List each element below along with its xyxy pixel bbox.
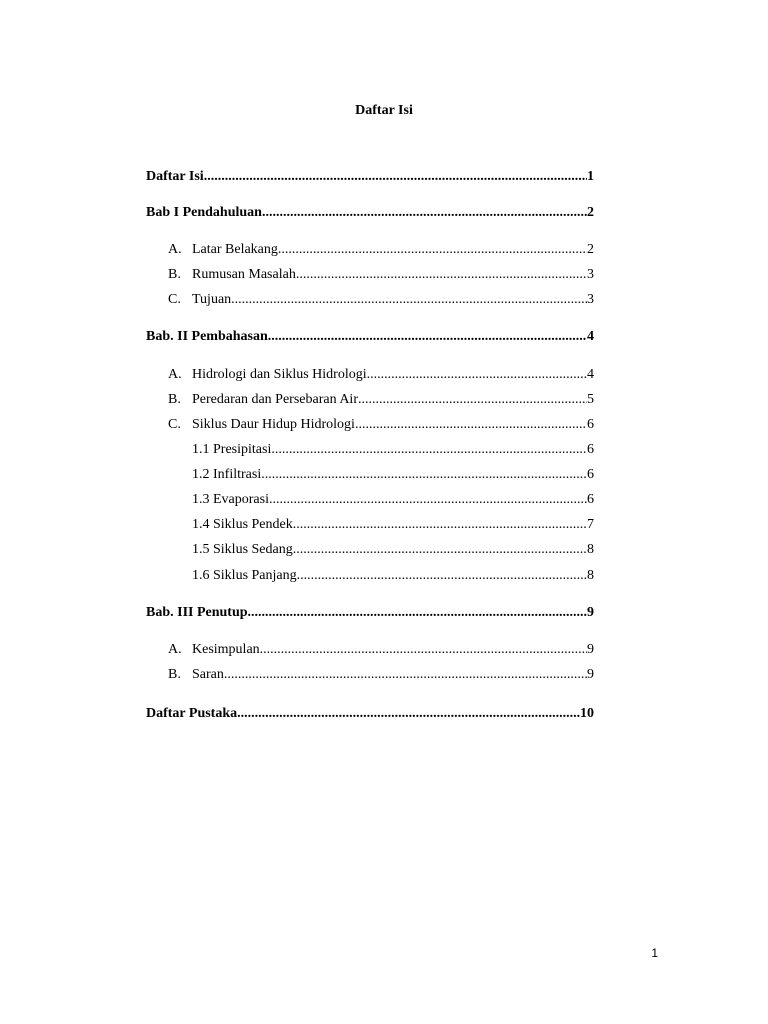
toc-entry-page-number: 4 [587, 367, 594, 382]
toc-entry[interactable] [168, 291, 594, 309]
toc-entry-label: Tujuan [192, 292, 232, 307]
toc-entry-page-number: 4 [587, 329, 594, 344]
toc-entry[interactable] [192, 441, 594, 459]
page-title: Daftar Isi [355, 103, 413, 118]
toc-entry[interactable] [168, 666, 594, 684]
toc-entry-label: 1.2 Infiltrasi [192, 467, 262, 482]
toc-entry[interactable] [146, 328, 594, 346]
toc-entry[interactable] [168, 416, 594, 434]
toc-dot-leader [358, 391, 587, 409]
toc-dot-leader [278, 241, 587, 259]
toc-entry-label: 1.1 Presipitasi [192, 442, 272, 457]
toc-entry-page-number: 2 [587, 242, 594, 257]
toc-entry-label: Kesimpulan [192, 642, 260, 657]
toc-entry-page-number: 6 [587, 417, 594, 432]
toc-dot-leader [296, 266, 587, 284]
toc-entry-marker: B. [168, 667, 181, 682]
toc-entry-label: 1.4 Siklus Pendek [192, 517, 293, 532]
toc-dot-leader [269, 491, 587, 509]
toc-entry[interactable] [192, 516, 594, 534]
toc-entry-page-number: 8 [587, 542, 594, 557]
toc-entry-label: Bab I Pendahuluan [146, 205, 262, 220]
toc-dot-leader [231, 291, 587, 309]
toc-entry-page-number: 6 [587, 442, 594, 457]
toc-dot-leader [293, 541, 587, 559]
toc-entry-page-number: 9 [587, 642, 594, 657]
toc-entry[interactable] [168, 391, 594, 409]
toc-entry-page-number: 1 [587, 169, 594, 184]
toc-entry[interactable] [168, 241, 594, 259]
toc-entry-page-number: 9 [587, 667, 594, 682]
toc-entry-page-number: 7 [587, 517, 594, 532]
toc-entry-label: Siklus Daur Hidup Hidrologi [192, 417, 355, 432]
toc-entry[interactable] [168, 266, 594, 284]
toc-dot-leader [262, 204, 587, 222]
toc-entry-label: 1.5 Siklus Sedang [192, 542, 293, 557]
toc-entry-label: Daftar Isi [146, 169, 204, 184]
toc-entry-page-number: 6 [587, 467, 594, 482]
toc-entry[interactable] [146, 705, 594, 723]
toc-entry-label: 1.6 Siklus Panjang [192, 568, 297, 583]
toc-dot-leader [260, 641, 587, 659]
toc-entry-marker: A. [168, 642, 182, 657]
toc-dot-leader [355, 416, 587, 434]
toc-entry-page-number: 3 [587, 267, 594, 282]
toc-entry-page-number: 3 [587, 292, 594, 307]
toc-entry[interactable] [168, 366, 594, 384]
toc-entry[interactable] [146, 604, 594, 622]
toc-entry-label: Bab. III Penutup [146, 605, 248, 620]
toc-entry-marker: A. [168, 367, 182, 382]
toc-dot-leader [261, 466, 587, 484]
toc-entry-label: Bab. II Pembahasan [146, 329, 268, 344]
toc-entry[interactable] [192, 567, 594, 585]
toc-entry-label: Peredaran dan Persebaran Air [192, 392, 358, 407]
toc-dot-leader [237, 705, 580, 723]
toc-entry-marker: C. [168, 292, 181, 307]
toc-entry-label: Latar Belakang [192, 242, 278, 257]
toc-entry-marker: B. [168, 392, 181, 407]
toc-dot-leader [268, 328, 587, 346]
toc-entry-marker: C. [168, 417, 181, 432]
toc-entry[interactable] [168, 641, 594, 659]
toc-entry[interactable] [146, 204, 594, 222]
toc-entry[interactable] [192, 541, 594, 559]
toc-entry[interactable] [192, 491, 594, 509]
toc-entry-page-number: 10 [580, 706, 594, 721]
toc-dot-leader [297, 567, 587, 585]
toc-entry-page-number: 6 [587, 492, 594, 507]
toc-entry-page-number: 5 [587, 392, 594, 407]
toc-entry[interactable] [192, 466, 594, 484]
toc-entry-page-number: 8 [587, 568, 594, 583]
footer-page-number: 1 [651, 946, 658, 960]
toc-dot-leader [204, 168, 587, 186]
toc-entry-label: Rumusan Masalah [192, 267, 296, 282]
toc-entry-marker: A. [168, 242, 182, 257]
toc-entry-label: Hidrologi dan Siklus Hidrologi [192, 367, 367, 382]
toc-entry-page-number: 2 [587, 205, 594, 220]
toc-entry[interactable] [146, 168, 594, 186]
toc-entry-page-number: 9 [587, 605, 594, 620]
toc-dot-leader [224, 666, 587, 684]
toc-entry-marker: B. [168, 267, 181, 282]
toc-dot-leader [293, 516, 587, 534]
toc-dot-leader [248, 604, 587, 622]
toc-dot-leader [367, 366, 587, 384]
toc-entry-label: 1.3 Evaporasi [192, 492, 269, 507]
toc-entry-label: Saran [192, 667, 224, 682]
toc-entry-label: Daftar Pustaka [146, 706, 238, 721]
toc-dot-leader [271, 441, 587, 459]
